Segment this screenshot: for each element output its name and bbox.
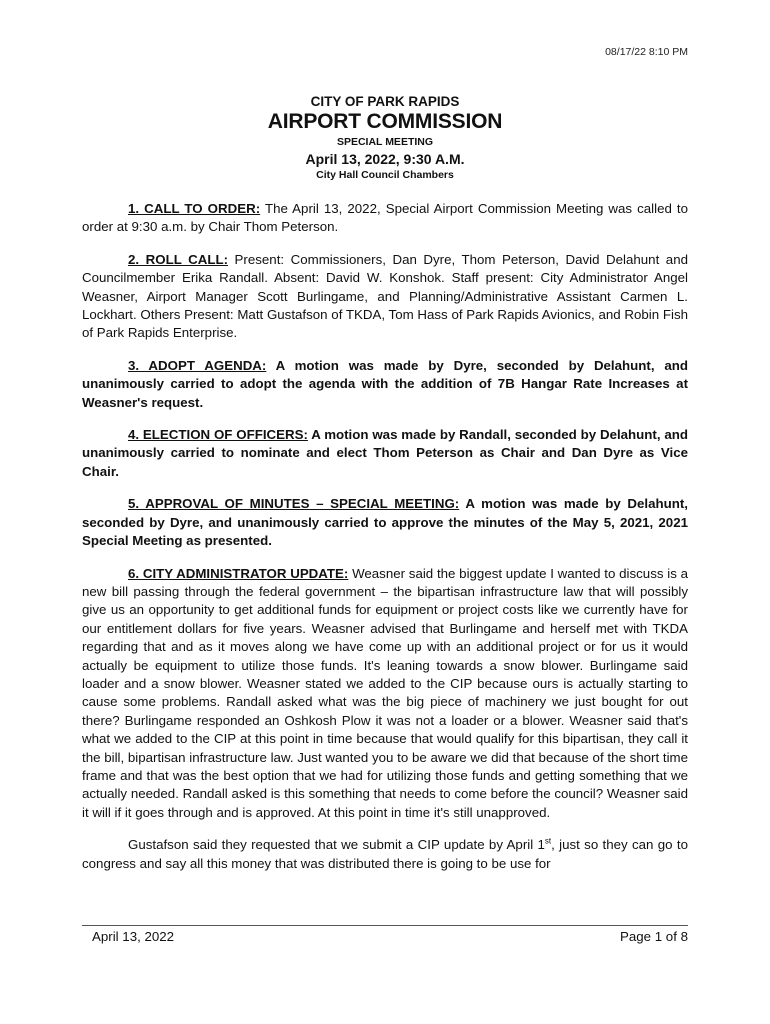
section-text: Present: Commissioners, Dan Dyre, Thom Peterson, David Delahunt and Councilmember Erika Randall. Absent: David W. Konshok. Staff present: City Administrator Angel Weasner, Airport Manager Scott Burlingame, and Planning/Administrative Assistant Carmen L. Lockhart. Others Present: Matt Gustafson of TKDA, Tom Hass of Park Rapids Avionics, and Robin Fish of Park Rapids Enterprise. [82, 251, 688, 341]
section-heading: 6. CITY ADMINISTRATOR UPDATE: [128, 565, 349, 581]
meeting-location: City Hall Council Chambers [316, 169, 454, 181]
paragraph-text-end: , just so they can go to congress and say all this money that was distributed there is going to be use for [82, 837, 688, 871]
section-roll-call [82, 251, 688, 343]
section-text: A motion was made by Delahunt, seconded by Dyre, and unanimously carried to approve the minutes of the May 5, 2021, 2021 Special Meeting as presented. [82, 496, 688, 549]
document-header [0, 94, 770, 181]
section-text: A motion was made by Dyre, seconded by Delahunt, and unanimously carried to adopt the agenda with the addition of 7B Hangar Rate Increases at Weasner's request. [82, 357, 688, 410]
city-name: CITY OF PARK RAPIDS [310, 94, 460, 109]
ordinal-suffix: st [544, 836, 552, 846]
section-text: A motion was made by Randall, seconded by Delahunt, and unanimously carried to nominate and elect Thom Peterson as Chair and Dan Dyre as Vice Chair. [82, 427, 689, 479]
section-heading: 3. ADOPT AGENDA: [128, 357, 267, 373]
section-gustafson-paragraph [82, 836, 688, 873]
print-timestamp: 08/17/22 8:10 PM [605, 46, 688, 58]
section-heading: 5. APPROVAL OF MINUTES – SPECIAL MEETING: [128, 496, 460, 512]
page-number: Page 1 of 8 [619, 929, 688, 944]
page-footer [82, 925, 688, 944]
footer-date: April 13, 2022 [92, 929, 175, 944]
section-city-administrator-update [82, 565, 688, 823]
section-heading: 1. CALL TO ORDER: [128, 201, 261, 216]
meeting-type: SPECIAL MEETING [336, 136, 434, 148]
meeting-date: April 13, 2022, 9:30 A.M. [305, 151, 465, 167]
section-heading: 2. ROLL CALL: [128, 251, 229, 267]
section-adopt-agenda [82, 357, 688, 412]
section-approval-of-minutes [82, 495, 688, 550]
page-title: AIRPORT COMMISSION [267, 110, 503, 133]
minutes-body [82, 200, 688, 887]
section-text: Weasner said the biggest update I wanted to discuss is a new bill passing through the federal government – the bipartisan infrastructure law that will possibly give us an opportunity to get additional funds for equipment or project costs like we currently have for our entitlement dollars for five years. Weasner advised that Burlingame and herself met with TKDA regarding that and as it moves along we have come up with an additional project or for us it would actually be equipment to utilize those funds. It's leaning towards a snow blower. Burlingame said loader and a snow blower. Weasner stated we added to the CIP because ours is actually starting to cause some problems. Randall asked what was the big piece of machinery we just bought for out there? Burlingame responded an Oshkosh Plow it was not a loader or a blower. Weasner said that's what we added to the CIP at this point in time because that would qualify for this bipartisan, they call it the bill, bipartisan infrastructure law. Just wanted you to be aware we did that because of the short time frame and that was the best option that we had for utilizing those funds and getting something that we actually needed. Randall asked is this something that needs to come before the council? Weasner said it will if it goes through and is approved. At this point in time it's still unapproved. [82, 565, 688, 820]
section-election-of-officers [82, 426, 688, 481]
paragraph-text-start: Gustafson said they requested that we submit a CIP update by April 1 [128, 837, 545, 853]
section-text: The April 13, 2022, Special Airport Commission Meeting was called to order at 9:30 a.m. by Chair Thom Peterson. [82, 201, 688, 235]
section-call-to-order [82, 200, 688, 237]
section-heading: 4. ELECTION OF OFFICERS: [128, 427, 308, 443]
